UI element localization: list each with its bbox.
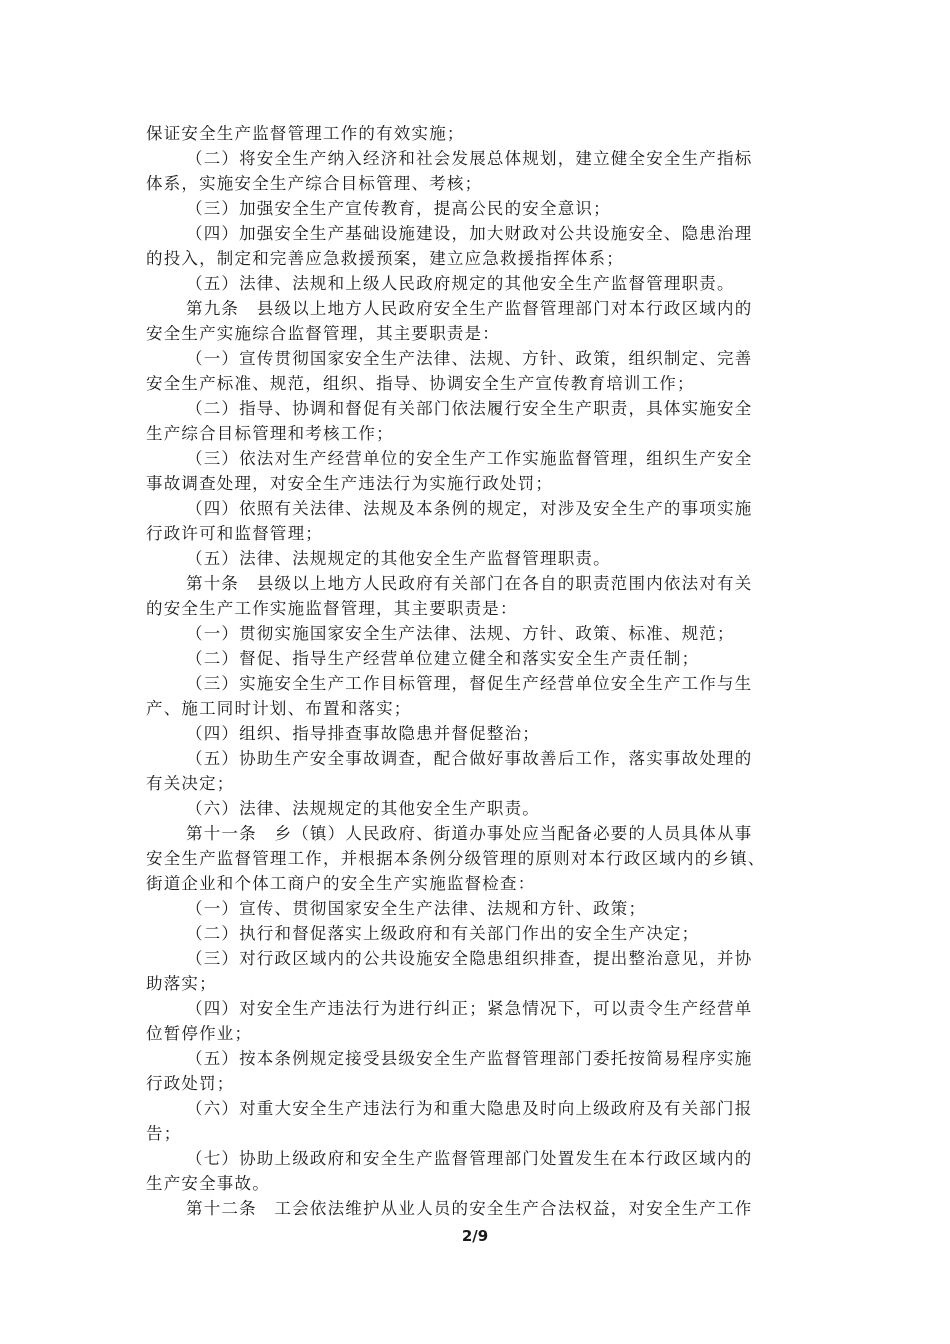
text-line: （一）宣传、贯彻国家安全生产法律、法规和方针、政策；	[186, 899, 647, 918]
document-body	[146, 121, 816, 1221]
text-line: 保证安全生产监督管理工作的有效实施；	[146, 124, 465, 143]
text-line: （四）对安全生产违法行为进行纠正；紧急情况下，可以责令生产经营单	[186, 999, 753, 1018]
text-line: （二）执行和督促落实上级政府和有关部门作出的安全生产决定；	[186, 924, 700, 943]
text-line: 街道企业和个体工商户的安全生产实施监督检查：	[146, 874, 536, 893]
text-line: （四）加强安全生产基础设施建设，加大财政对公共设施安全、隐患治理	[186, 224, 753, 243]
text-line: 安全生产监督管理工作，并根据本条例分级管理的原则对本行政区域内的乡镇、	[146, 849, 766, 868]
text-line: （三）加强安全生产宣传教育，提高公民的安全意识；	[186, 199, 611, 218]
text-line: （四）依照有关法律、法规及本条例的规定，对涉及安全生产的事项实施	[186, 499, 753, 518]
text-line: 安全生产标准、规范，组织、指导、协调安全生产宣传教育培训工作；	[146, 374, 695, 393]
text-line: 的投入，制定和完善应急救援预案，建立应急救援指挥体系；	[146, 249, 624, 268]
text-line: （二）将安全生产纳入经济和社会发展总体规划，建立健全安全生产指标	[186, 149, 753, 168]
text-line: 有关决定；	[146, 774, 235, 793]
text-line: （五）法律、法规和上级人民政府规定的其他安全生产监督管理职责。	[186, 274, 735, 293]
text-line: （五）按本条例规定接受县级安全生产监督管理部门委托按简易程序实施	[186, 1049, 753, 1068]
text-line: 第十条 县级以上地方人民政府有关部门在各自的职责范围内依法对有关	[186, 574, 753, 593]
text-line: （六）法律、法规规定的其他安全生产职责。	[186, 799, 540, 818]
text-line: 产、施工同时计划、布置和落实；	[146, 699, 412, 718]
text-line: （三）依法对生产经营单位的安全生产工作实施监督管理，组织生产安全	[186, 449, 753, 468]
text-line: （五）协助生产安全事故调查，配合做好事故善后工作，落实事故处理的	[186, 749, 753, 768]
text-line: 事故调查处理，对安全生产违法行为实施行政处罚；	[146, 474, 554, 493]
page-number: 2/9	[461, 1227, 489, 1245]
text-line: 行政许可和监督管理；	[146, 524, 323, 543]
text-line: （四）组织、指导排查事故隐患并督促整治；	[186, 724, 540, 743]
text-line: 安全生产实施综合监督管理，其主要职责是：	[146, 324, 500, 343]
text-line: 告；	[146, 1124, 182, 1143]
text-line: 生产安全事故。	[146, 1174, 270, 1193]
text-line: 第十二条 工会依法维护从业人员的安全生产合法权益，对安全生产工作	[186, 1199, 753, 1218]
text-line: 体系，实施安全生产综合目标管理、考核；	[146, 174, 483, 193]
text-line: 第九条 县级以上地方人民政府安全生产监督管理部门对本行政区域内的	[186, 299, 753, 318]
text-line: （五）法律、法规规定的其他安全生产监督管理职责。	[186, 549, 611, 568]
text-line: （一）贯彻实施国家安全生产法律、法规、方针、政策、标准、规范；	[186, 624, 735, 643]
text-line: （三）对行政区域内的公共设施安全隐患组织排查，提出整治意见，并协	[186, 949, 753, 968]
text-line: （三）实施安全生产工作目标管理，督促生产经营单位安全生产工作与生	[186, 674, 753, 693]
text-line: 位暂停作业；	[146, 1024, 253, 1043]
text-line: 助落实；	[146, 974, 217, 993]
text-line: （一）宣传贯彻国家安全生产法律、法规、方针、政策，组织制定、完善	[186, 349, 753, 368]
text-line: 生产综合目标管理和考核工作；	[146, 424, 394, 443]
text-line: 行政处罚；	[146, 1074, 235, 1093]
text-line: 的安全生产工作实施监督管理，其主要职责是：	[146, 599, 518, 618]
text-line: （二）督促、指导生产经营单位建立健全和落实安全生产责任制；	[186, 649, 700, 668]
text-line: （七）协助上级政府和安全生产监督管理部门处置发生在本行政区域内的	[186, 1149, 753, 1168]
text-line: 第十一条 乡（镇）人民政府、街道办事处应当配备必要的人员具体从事	[186, 824, 753, 843]
text-line: （六）对重大安全生产违法行为和重大隐患及时向上级政府及有关部门报	[186, 1099, 753, 1118]
text-line: （二）指导、协调和督促有关部门依法履行安全生产职责，具体实施安全	[186, 399, 753, 418]
